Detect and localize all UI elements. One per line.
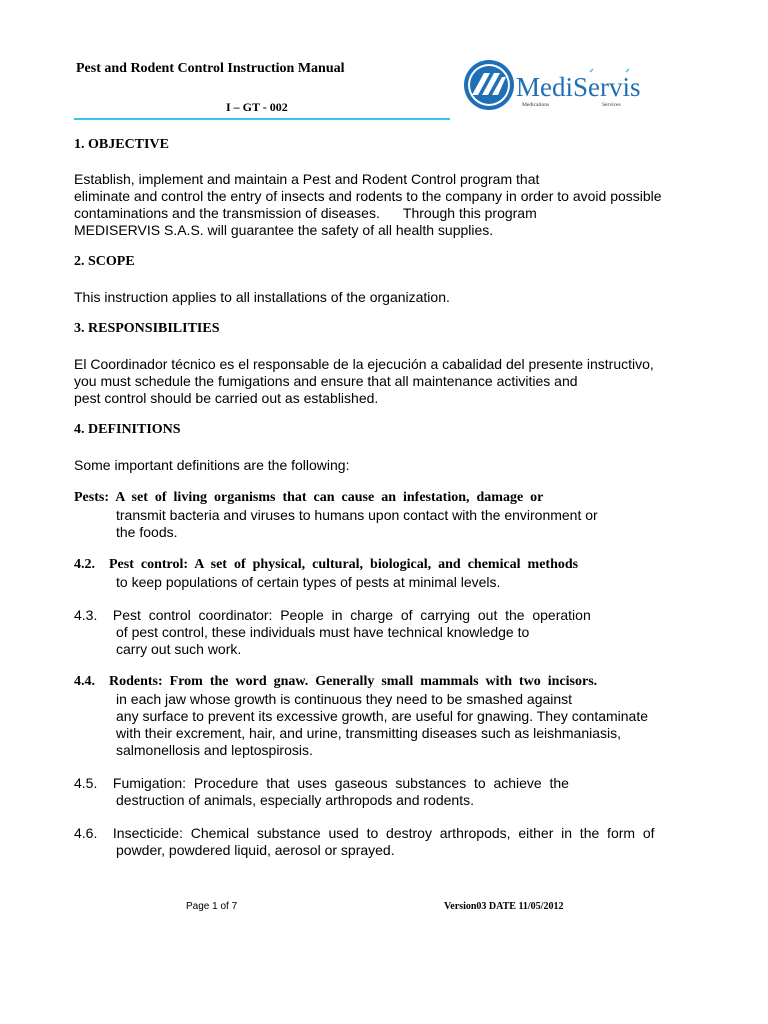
responsibilities-line: pest control should be carried out as established.: [74, 390, 379, 406]
responsibilities-heading: 3. RESPONSIBILITIES: [74, 321, 220, 336]
definition-pests-term: Pests: A set of living organisms that can cause an infestation, damage or: [74, 490, 544, 505]
definition-insecticide-line: powder, powdered liquid, aerosol or sprayed.: [116, 842, 395, 858]
scope-heading: 2. SCOPE: [74, 254, 135, 269]
definition-pests-line: transmit bacteria and viruses to humans upon contact with the environment or: [116, 507, 598, 523]
definitions-intro: Some important definitions are the following:: [74, 457, 350, 473]
header-divider: [74, 118, 450, 120]
document-code: I – GT - 002: [226, 100, 288, 114]
objective-line: Establish, implement and maintain a Pest and Rodent Control program that: [74, 171, 540, 187]
definition-fumigation-term: 4.5. Fumigation: Procedure that uses gaseous substances to achieve the: [74, 775, 569, 791]
definition-coordinator-line: of pest control, these individuals must have technical knowledge to: [116, 624, 530, 640]
mediservis-logo: [462, 60, 652, 114]
definition-insecticide-term: 4.6. Insecticide: Chemical substance used to destroy arthropods, either in the form of: [74, 825, 655, 841]
logo-tag-services: Services: [602, 102, 621, 108]
definition-coordinator-term: 4.3. Pest control coordinator: People in charge of carrying out the operation: [74, 607, 591, 623]
objective-line: contaminations and the transmission of diseases. Through this program: [74, 205, 537, 221]
responsibilities-line: El Coordinador técnico es el responsable de la ejecución a cabalidad del presente instructivo,: [74, 356, 654, 372]
page-number: Page 1 of 7: [186, 901, 238, 912]
objective-heading: 1. OBJECTIVE: [74, 137, 169, 152]
version-date: Version03 DATE 11/05/2012: [444, 901, 564, 912]
definition-fumigation-line: destruction of animals, especially arthropods and rodents.: [116, 792, 474, 808]
objective-line: eliminate and control the entry of insects and rodents to the company in order to avoid possible: [74, 188, 662, 204]
definition-rodents-line: salmonellosis and leptospirosis.: [116, 742, 313, 758]
definition-pest-control-term: 4.2. Pest control: A set of physical, cultural, biological, and chemical methods: [74, 557, 579, 572]
logo-tag-medications: Medications: [522, 102, 550, 108]
definition-pest-control-line: to keep populations of certain types of pests at minimal levels.: [116, 574, 501, 590]
responsibilities-line: you must schedule the fumigations and ensure that all maintenance activities and: [74, 373, 578, 389]
definition-pests-line: the foods.: [116, 524, 178, 540]
definition-rodents-line: any surface to prevent its excessive growth, are useful for gnawing. They contaminate: [116, 708, 649, 724]
definition-rodents-line: with their excrement, hair, and urine, transmitting diseases such as leishmaniasis,: [116, 725, 622, 741]
objective-line: MEDISERVIS S.A.S. will guarantee the safety of all health supplies.: [74, 222, 494, 238]
scope-text: This instruction applies to all installations of the organization.: [74, 289, 450, 305]
document-title: Pest and Rodent Control Instruction Manual: [76, 61, 345, 76]
definition-rodents-line: in each jaw whose growth is continuous they need to be smashed against: [116, 691, 573, 707]
definition-rodents-term: 4.4. Rodents: From the word gnaw. Generally small mammals with two incisors.: [74, 674, 598, 689]
definition-coordinator-line: carry out such work.: [116, 641, 242, 657]
definitions-heading: 4. DEFINITIONS: [74, 422, 181, 437]
logo-wordmark: MediServis: [516, 72, 641, 102]
